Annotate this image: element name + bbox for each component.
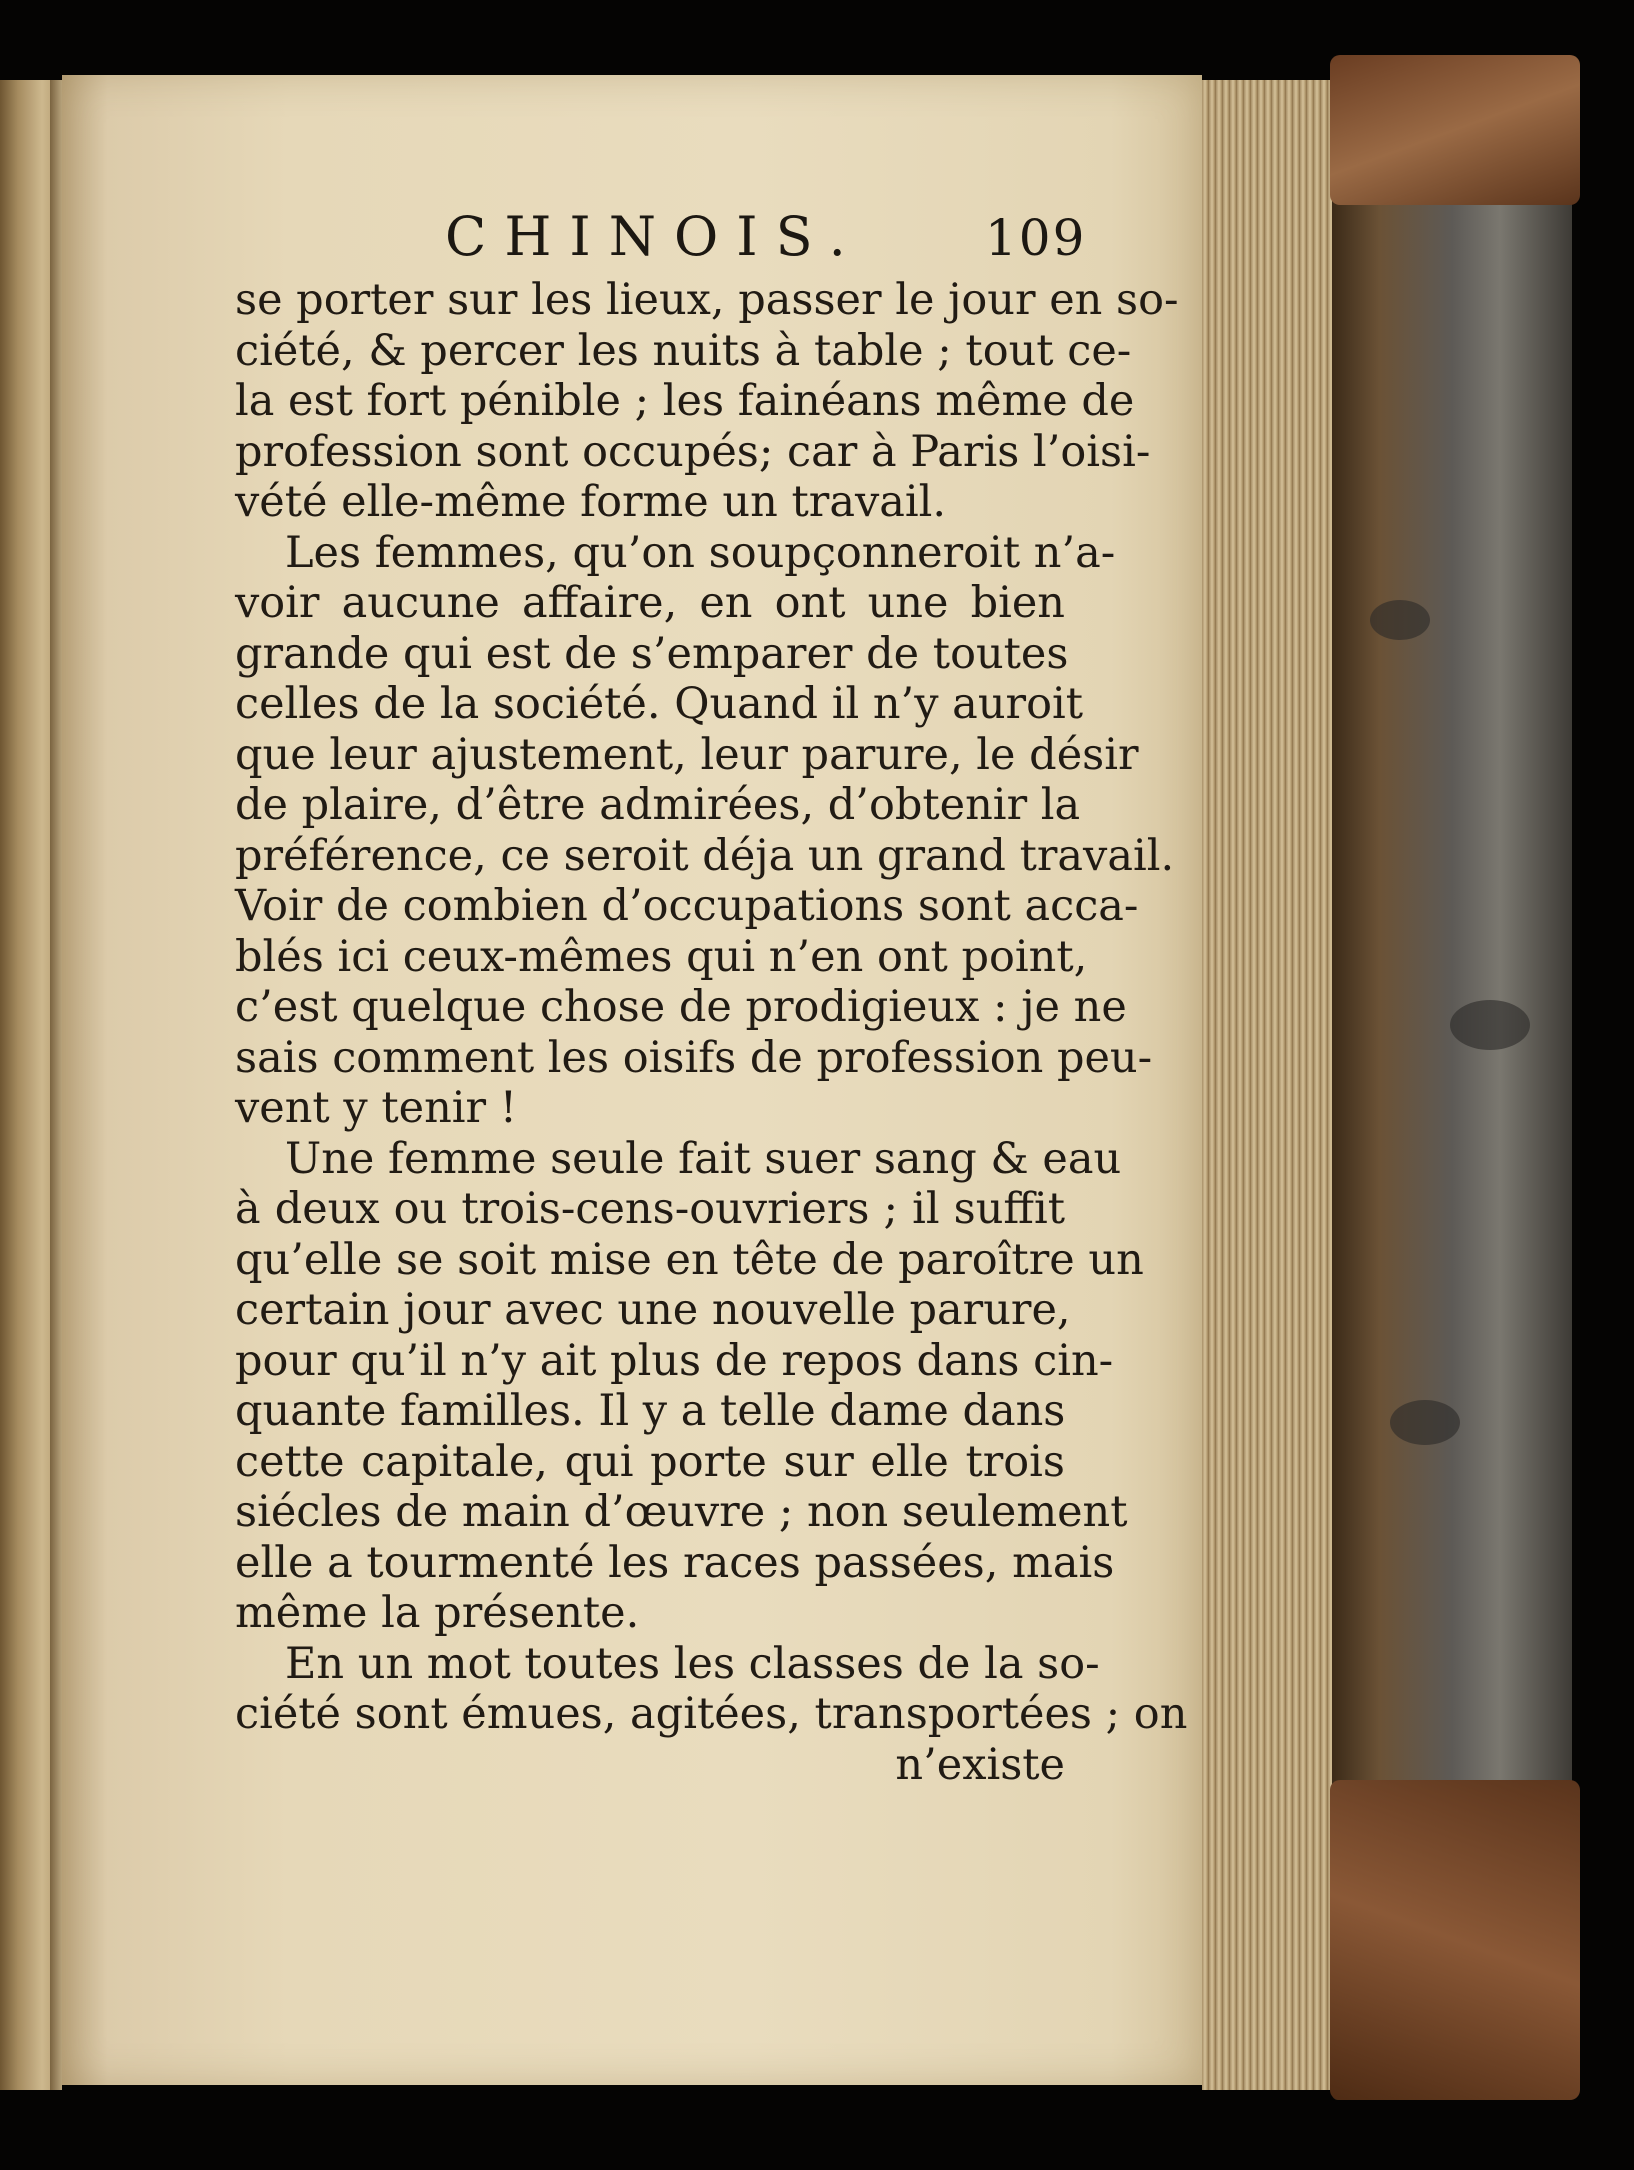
text-line: la est fort pénible ; les fainéans même de xyxy=(235,376,1135,426)
text-line: même la présente. xyxy=(235,1588,640,1638)
marbling-spot xyxy=(1390,1400,1460,1445)
text-line: à deux ou trois-cens-ouvriers ; il suffit xyxy=(235,1184,1065,1234)
text-line: profession sont occupés; car à Paris l’oisi- xyxy=(235,426,1151,477)
text-line: que leur ajustement, leur parure, le désir xyxy=(235,729,1139,780)
text-line: En un mot toutes les classes de la so- xyxy=(285,1638,1100,1689)
text-line: elle a tourmenté les races passées, mais xyxy=(235,1537,1115,1588)
text-line: ciété, & percer les nuits à table ; tout ce- xyxy=(235,325,1132,376)
text-line: qu’elle se soit mise en tête de paroître un xyxy=(235,1234,1144,1285)
text-line: Voir de combien d’occupations sont acca- xyxy=(235,881,1139,931)
leather-corner-bottom xyxy=(1330,1780,1580,2100)
text-line: ciété sont émues, agitées, transportées ; on xyxy=(235,1689,1188,1739)
text-line: Les femmes, qu’on soupçonneroit n’a- xyxy=(285,527,1116,578)
text-line: grande qui est de s’emparer de toutes xyxy=(235,628,1069,679)
text-line: siécles de main d’œuvre ; non seulement xyxy=(235,1487,1128,1537)
text-line: de plaire, d’être admirées, d’obtenir la xyxy=(235,780,1081,830)
marbling-spot xyxy=(1450,1000,1530,1050)
text-line: certain jour avec une nouvelle parure, xyxy=(235,1285,1071,1335)
body-text xyxy=(235,275,1188,1790)
text-line: quante familles. Il y a telle dame dans xyxy=(235,1386,1066,1436)
text-line: sais comment les oisifs de profession peu- xyxy=(235,1032,1153,1083)
text-line: Une femme seule fait suer sang & eau xyxy=(285,1133,1122,1184)
text-line: pour qu’il n’y ait plus de repos dans cin- xyxy=(235,1335,1114,1386)
running-header xyxy=(445,205,1325,275)
text-line: se porter sur les lieux, passer le jour en so- xyxy=(235,275,1179,325)
text-line: c’est quelque chose de prodigieux : je ne xyxy=(235,982,1127,1032)
text-line: voir aucune affaire, en ont une bien xyxy=(235,578,1065,628)
gutter-shadow xyxy=(50,80,62,2090)
leather-corner-top xyxy=(1330,55,1580,205)
running-head-title: CHINOIS. xyxy=(445,205,864,268)
text-line: blés ici ceux-mêmes qui n’en ont point, xyxy=(235,931,1088,982)
catchword: n’existe xyxy=(895,1739,1065,1790)
page-number: 109 xyxy=(985,209,1087,267)
marbling-spot xyxy=(1370,600,1430,640)
text-line: celles de la société. Quand il n’y auroit xyxy=(235,679,1083,729)
text-line: vété elle-même forme un travail. xyxy=(235,477,947,527)
page-block-edges xyxy=(1202,80,1332,2090)
text-line: vent y tenir ! xyxy=(235,1083,518,1133)
text-line: cette capitale, qui porte sur elle trois xyxy=(235,1436,1065,1487)
text-line: préférence, ce seroit déja un grand travail. xyxy=(235,830,1175,881)
